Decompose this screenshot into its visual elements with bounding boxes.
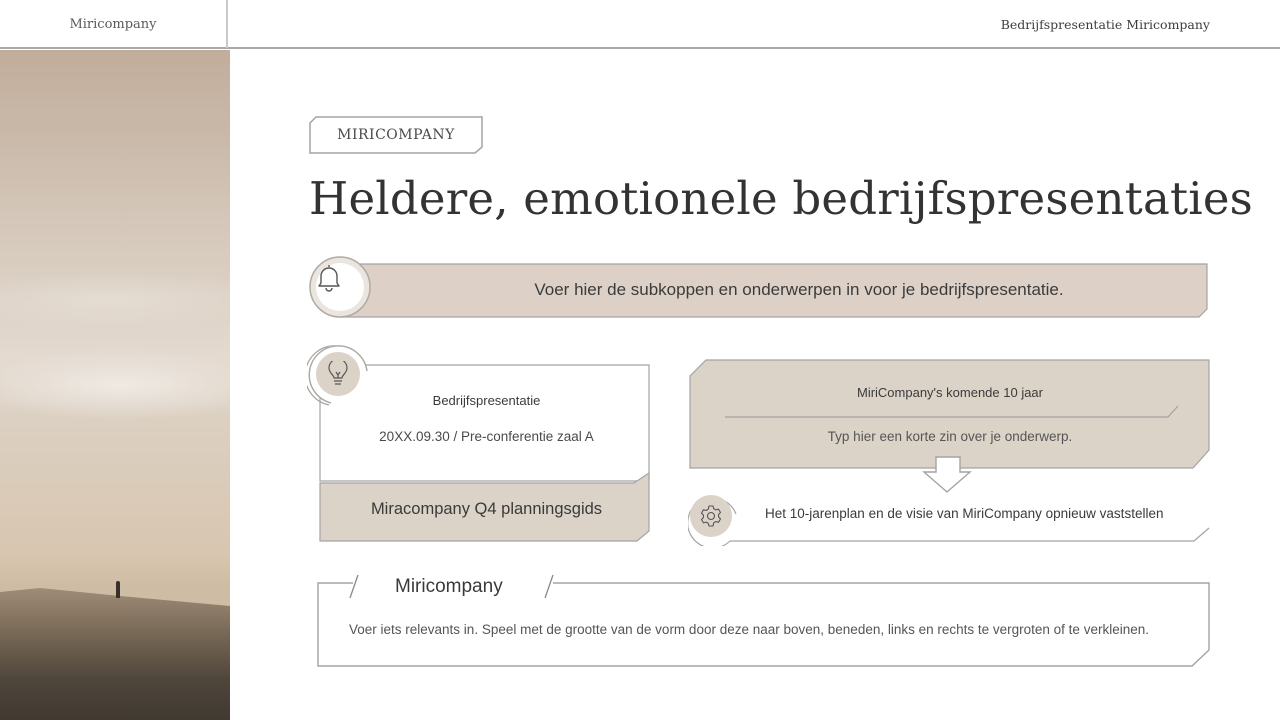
- photo-person: [116, 581, 120, 598]
- vision-card-result: Het 10-jarenplan en de visie van MiriCompany opnieuw vaststellen: [765, 506, 1164, 521]
- info-box-body: Voer iets relevants in. Speel met de grootte van de vorm door deze naar boven, beneden, links en rechts te vergroten of te verkleinen.: [349, 622, 1149, 637]
- subtitle-bar[interactable]: [309, 256, 1209, 320]
- arrow-down-icon: [924, 457, 970, 493]
- gear-icon: [695, 500, 727, 532]
- info-box-title: Miricompany: [395, 576, 503, 597]
- header-brand: Miricompany: [0, 0, 228, 48]
- subtitle-text: Voer hier de subkoppen en onderwerpen in voor je bedrijfspresentatie.: [534, 280, 1064, 299]
- company-tag[interactable]: [309, 116, 483, 154]
- event-card-detail: 20XX.09.30 / Pre-conferentie zaal A: [379, 429, 594, 444]
- photo-hill: [0, 588, 230, 720]
- slide-title[interactable]: Heldere, emotionele bedrijfspresentaties: [309, 172, 1253, 225]
- event-card-heading: Bedrijfspresentatie: [432, 393, 541, 408]
- slide-header: [0, 0, 1280, 49]
- bell-icon: [316, 263, 364, 311]
- header-document-title: Bedrijfspresentatie Miricompany: [1000, 16, 1210, 32]
- vision-card-heading: MiriCompany's komende 10 jaar: [856, 385, 1043, 400]
- landscape-photo: [0, 50, 230, 720]
- vision-card-body: Typ hier een korte zin over je onderwerp.: [827, 429, 1073, 444]
- company-tag-label: MIRICOMPANY: [337, 127, 455, 143]
- event-card-footer: Miracompany Q4 planningsgids: [370, 500, 603, 518]
- info-box[interactable]: [317, 572, 1212, 670]
- event-card[interactable]: [307, 343, 653, 545]
- vision-card[interactable]: [688, 358, 1212, 546]
- lightbulb-icon: [322, 358, 354, 390]
